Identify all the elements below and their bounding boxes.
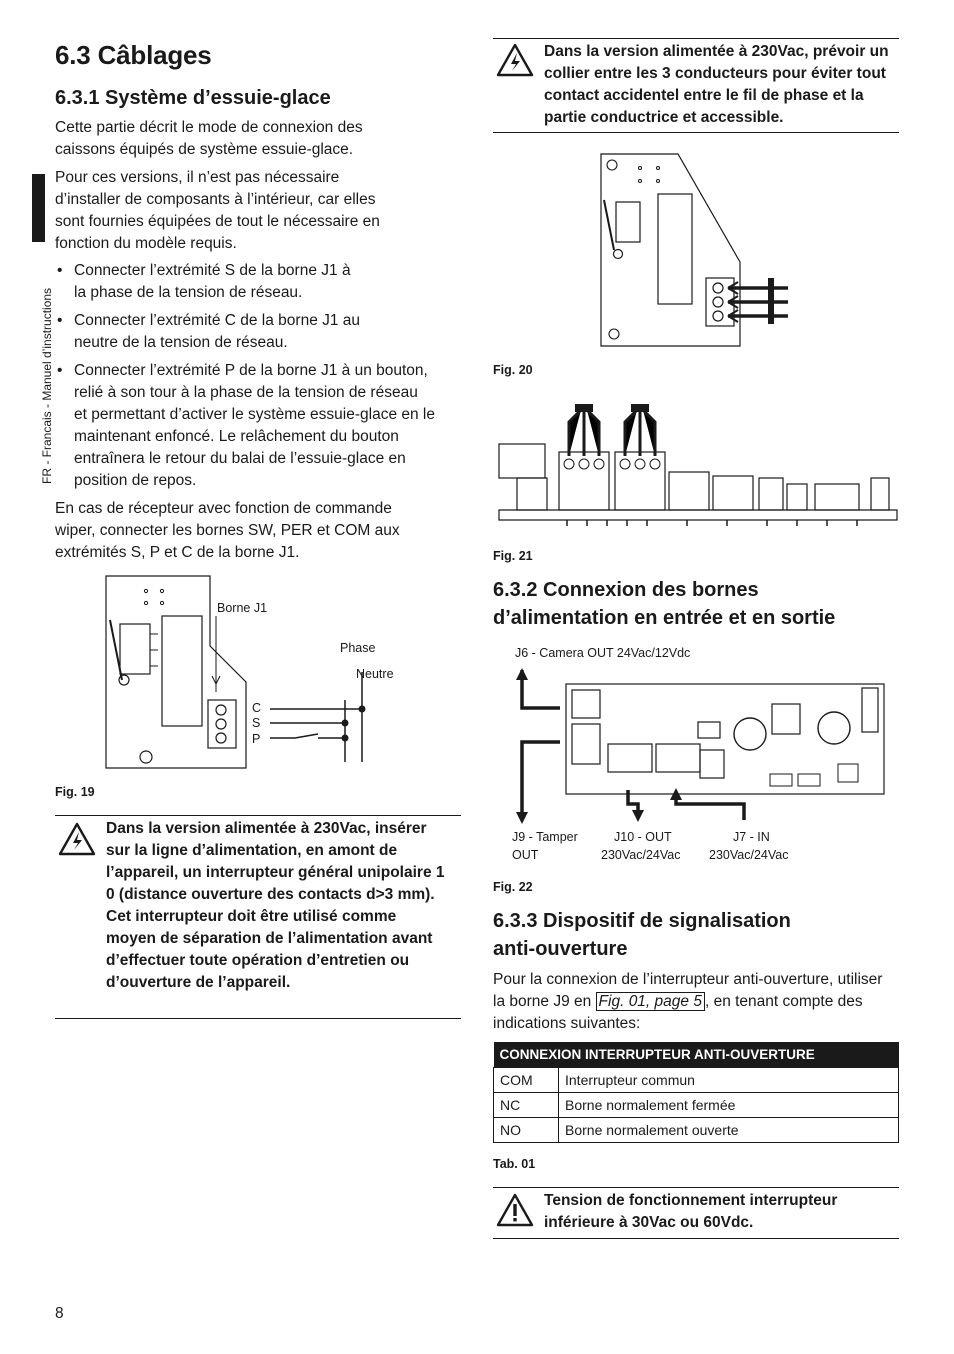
fig19-label-phase: Phase (340, 641, 376, 655)
subsection-title-power-line2: d’alimentation en entrée et en sortie (493, 607, 836, 629)
fig21-caption: Fig. 21 (493, 549, 533, 563)
fig22-label-j10-line1: J10 - OUT (614, 830, 672, 844)
fig19-label-s: S (252, 716, 261, 730)
versions-paragraph: Pour ces versions, il n’est pas nécessaire d’installer de composants à l’intérieur, car elles sont fournies équipées de tout le nécessaire en fonction du modèle requis. (55, 169, 380, 252)
fig22-label-j7-line1: J7 - IN (733, 830, 770, 844)
list-item: • Connecter l’extrémité C de la borne J1 au neutre de la tension de réseau. (55, 310, 364, 354)
fig19-label-neutre: Neutre (356, 667, 394, 681)
subsection-title-tamper-line2: anti-ouverture (493, 938, 628, 960)
table-cell-desc: Borne normalement fermée (559, 1093, 899, 1118)
warning-tamper-voltage: Tension de fonctionnement interrupteur inférieure à 30Vac ou 60Vdc. (544, 1192, 838, 1231)
caution-icon (496, 1193, 534, 1227)
fig19-label-p: P (252, 732, 261, 746)
tamper-paragraph (493, 969, 893, 1035)
fig19-caption: Fig. 19 (55, 785, 95, 799)
subsection-title-tamper-line1: 6.3.3 Dispositif de signalisation (493, 910, 791, 932)
table-cell-code: COM (494, 1068, 559, 1093)
fig22-terminal-diagram (500, 640, 900, 872)
intro-paragraph: Cette partie décrit le mode de connexion des caissons équipés de système essuie-glace. (55, 119, 363, 158)
tamper-paragraph-start: Pour la connexion de l’interrupteur anti-ouverture, utiliser la borne J9 en (493, 971, 883, 1010)
fig21-board-side-view (497, 392, 899, 532)
table-row (494, 1093, 899, 1118)
table-header: CONNEXION INTERRUPTEUR ANTI-OUVERTURE (494, 1042, 899, 1068)
fig20-board-diagram (598, 150, 798, 352)
warning-divider-bottom (55, 1018, 461, 1019)
warning-divider-top (55, 815, 461, 816)
table-cell-code: NC (494, 1093, 559, 1118)
fig22-label-j7-line2: 230Vac/24Vac (709, 848, 789, 862)
subsection-title-power-line1: 6.3.2 Connexion des bornes (493, 579, 759, 601)
tab01-caption: Tab. 01 (493, 1157, 536, 1171)
tamper-connection-table (493, 1042, 899, 1143)
fig22-label-j10-line2: 230Vac/24Vac (601, 848, 681, 862)
fig22-label-j9-line1: J9 - Tamper (512, 830, 578, 844)
fig01-page5-link[interactable]: Fig. 01, page 5 (596, 992, 705, 1011)
fig22-label-j6: J6 - Camera OUT 24Vac/12Vdc (515, 646, 691, 660)
side-tab-marker (32, 174, 45, 242)
fig20-caption: Fig. 20 (493, 363, 533, 377)
page-number: 8 (55, 1305, 64, 1322)
fig19-label-borne: Borne J1 (217, 601, 268, 615)
table-row (494, 1118, 899, 1143)
electrical-hazard-icon (58, 822, 96, 856)
warning-top-divider-bottom (493, 132, 899, 133)
fig22-caption: Fig. 22 (493, 880, 533, 894)
section-title: 6.3 Câblages (55, 40, 212, 70)
warning-cable-tie: Dans la version alimentée à 230Vac, prévoir un collier entre les 3 conducteurs pour éviter tout contact accidentel entre le fil de phase et la partie conductrice et accessible. (544, 43, 889, 126)
wiper-instructions-list (55, 260, 435, 498)
fig19-label-c: C (252, 701, 262, 715)
table-cell-desc: Interrupteur commun (559, 1068, 899, 1093)
fig22-label-j9-line2: OUT (512, 848, 539, 862)
warning-tamper-divider-bottom (493, 1238, 899, 1239)
warning-main-switch: Dans la version alimentée à 230Vac, insérer sur la ligne d’alimentation, en amont de l’appareil, un interrupteur général unipolaire 1 0 (distance ouverture des contacts d>3 mm). Cet interrupteur doit être utilisé comme moyen de séparation de l’alimentation avant d’effectuer toute opération d’entretien ou d’ouverture de l’appareil. (106, 820, 445, 991)
table-cell-code: NO (494, 1118, 559, 1143)
list-item: • Connecter l’extrémité S de la borne J1 à la phase de la tension de réseau. (55, 260, 364, 304)
table-cell-desc: Borne normalement ouverte (559, 1118, 899, 1143)
fig19-wiring-diagram (100, 572, 420, 772)
tamper-paragraph-end: , en tenant compte des indications suivantes: (493, 993, 863, 1032)
list-item: • Connecter l’extrémité P de la borne J1 à un bouton, relié à son tour à la phase de la tension de réseau et permettant d’activer le système essuie-glace en le maintenant enfoncé. Le relâchement du bouton entraînera le retour du balai de l’essuie-glace en position de repos. (55, 360, 435, 492)
receiver-paragraph: En cas de récepteur avec fonction de commande wiper, connecter les bornes SW, PER et COM aux extrémités S, P et C de la borne J1. (55, 500, 400, 561)
warning-tamper-divider-top (493, 1187, 899, 1188)
side-language-label: FR - Francais - Manuel d’instructions (40, 287, 54, 484)
warning-top-divider-top (493, 38, 899, 39)
table-row (494, 1068, 899, 1093)
subsection-title-wiper: 6.3.1 Système d’essuie-glace (55, 87, 331, 109)
electrical-hazard-icon (496, 43, 534, 77)
